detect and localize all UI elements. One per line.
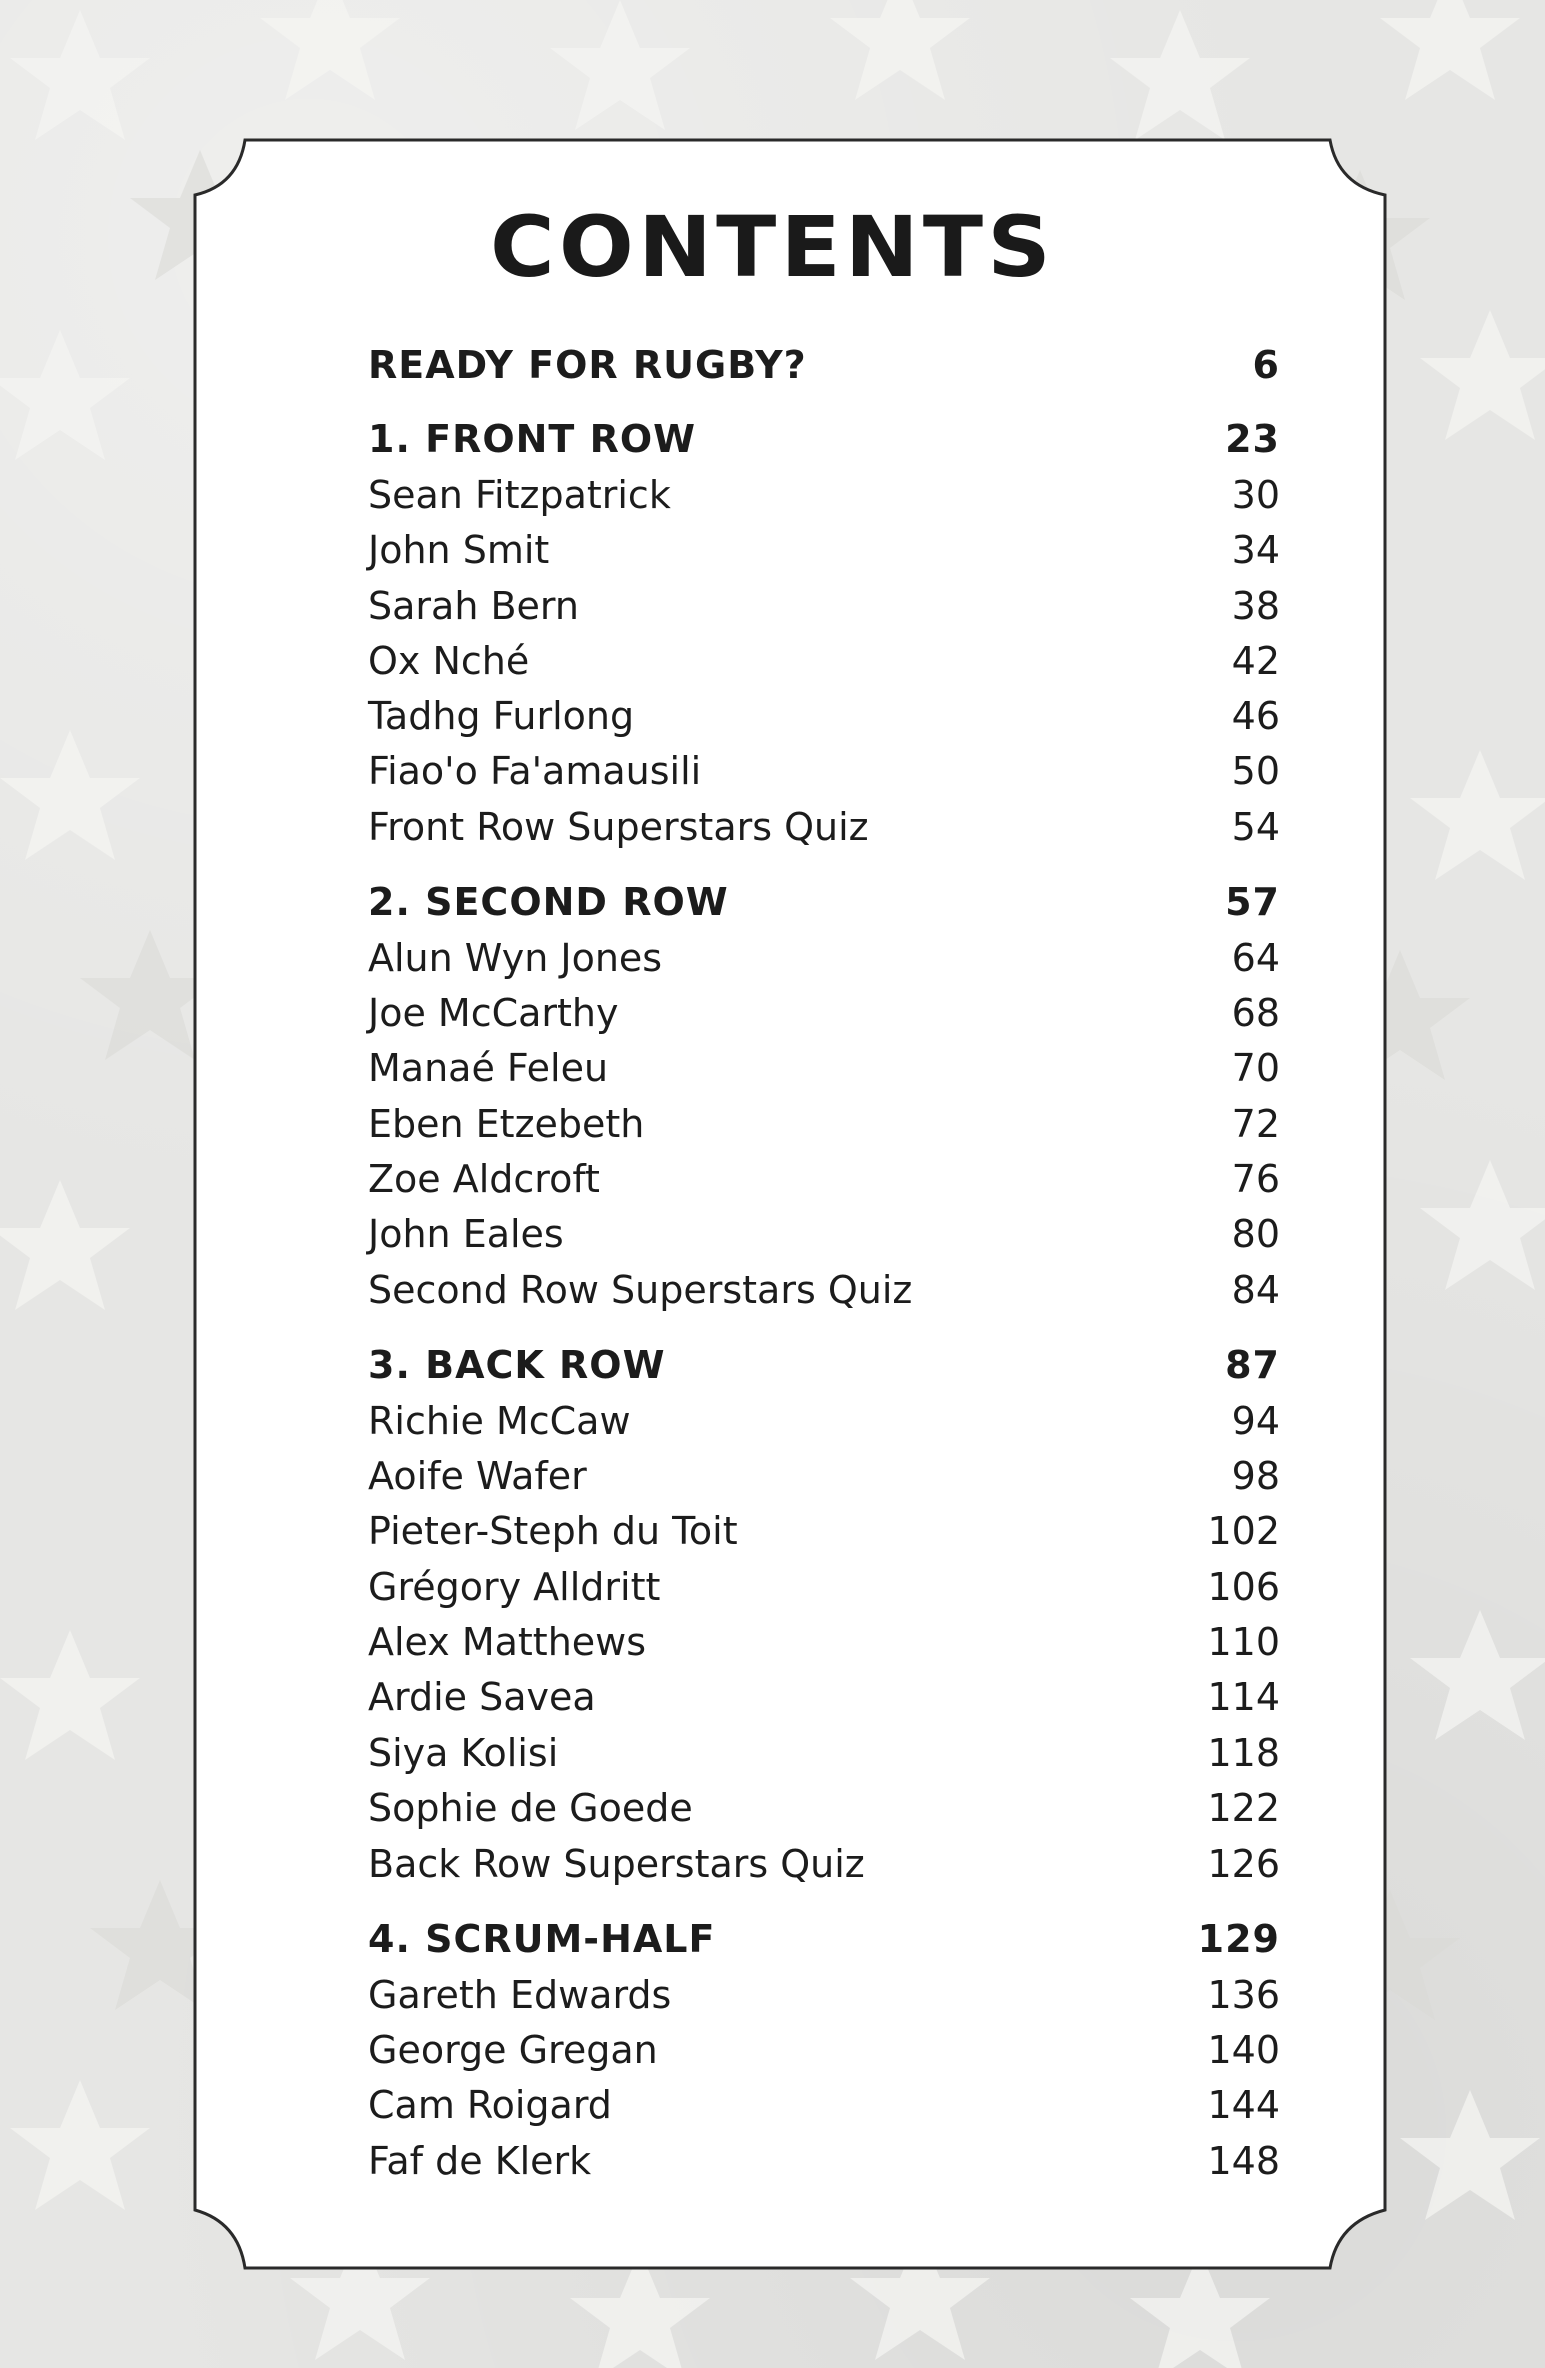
- entry-row: [368, 932, 1280, 984]
- entry-label: John Smit: [368, 528, 550, 572]
- entry-row: [368, 1098, 1280, 1150]
- entry-row: [368, 1264, 1280, 1316]
- entry-row: [368, 1969, 1280, 2021]
- entry-page: 118: [1207, 1731, 1280, 1775]
- entry-page: 106: [1207, 1565, 1280, 1609]
- entry-page: 110: [1207, 1620, 1280, 1664]
- entry-label: Grégory Alldritt: [368, 1565, 661, 1609]
- section-label: 1. FRONT ROW: [368, 417, 697, 461]
- entry-row: [368, 524, 1280, 576]
- entry-page: 102: [1207, 1509, 1280, 1553]
- intro-row: [368, 339, 1280, 391]
- entry-row: [368, 1671, 1280, 1723]
- entry-label: Joe McCarthy: [368, 991, 619, 1035]
- entry-row: [368, 1838, 1280, 1890]
- entry-label: Ardie Savea: [368, 1675, 596, 1719]
- entry-page: 38: [1231, 584, 1280, 628]
- entry-row: [368, 1782, 1280, 1834]
- entry-row: [368, 1042, 1280, 1094]
- entry-page: 114: [1207, 1675, 1280, 1719]
- entry-label: Eben Etzebeth: [368, 1102, 645, 1146]
- section-page: 129: [1197, 1917, 1280, 1961]
- entry-page: 144: [1207, 2083, 1280, 2127]
- section-page: 23: [1225, 417, 1280, 461]
- entry-page: 148: [1207, 2139, 1280, 2183]
- entry-label: Back Row Superstars Quiz: [368, 1842, 865, 1886]
- intro-page: 6: [1252, 343, 1280, 387]
- entry-label: Cam Roigard: [368, 2083, 612, 2127]
- entry-label: Zoe Aldcroft: [368, 1157, 600, 1201]
- entry-row: [368, 2135, 1280, 2187]
- section-heading: [368, 1339, 1280, 1391]
- entry-label: Sean Fitzpatrick: [368, 473, 671, 517]
- entry-page: 34: [1231, 528, 1280, 572]
- entry-page: 122: [1207, 1786, 1280, 1830]
- entry-row: [368, 801, 1280, 853]
- entry-page: 136: [1207, 1973, 1280, 2017]
- page-title: CONTENTS: [489, 198, 1056, 296]
- entry-row: [368, 1208, 1280, 1260]
- section-label: 3. BACK ROW: [368, 1343, 666, 1387]
- entry-row: [368, 745, 1280, 797]
- entry-label: Ox Nché: [368, 639, 530, 683]
- entry-row: [368, 635, 1280, 687]
- entry-page: 46: [1231, 694, 1280, 738]
- entry-label: John Eales: [368, 1212, 564, 1256]
- entry-page: 64: [1231, 936, 1280, 980]
- section-heading: [368, 876, 1280, 928]
- entry-row: [368, 1561, 1280, 1613]
- entry-page: 126: [1207, 1842, 1280, 1886]
- entry-label: Aoife Wafer: [368, 1454, 587, 1498]
- entry-label: Front Row Superstars Quiz: [368, 805, 869, 849]
- entry-page: 68: [1231, 991, 1280, 1035]
- entry-label: Siya Kolisi: [368, 1731, 559, 1775]
- section-page: 87: [1225, 1343, 1280, 1387]
- entry-row: [368, 1395, 1280, 1447]
- entry-label: Tadhg Furlong: [368, 694, 635, 738]
- entry-label: Sarah Bern: [368, 584, 579, 628]
- section-heading: [368, 413, 1280, 465]
- section-page: 57: [1225, 880, 1280, 924]
- entry-row: [368, 690, 1280, 742]
- entry-page: 30: [1231, 473, 1280, 517]
- intro-label: READY FOR RUGBY?: [368, 343, 807, 387]
- entry-row: [368, 1450, 1280, 1502]
- entry-page: 70: [1231, 1046, 1280, 1090]
- entry-label: George Gregan: [368, 2028, 658, 2072]
- entry-page: 76: [1231, 1157, 1280, 1201]
- section-label: 2. SECOND ROW: [368, 880, 729, 924]
- entry-label: Fiao'o Fa'amausili: [368, 749, 702, 793]
- entry-page: 84: [1231, 1268, 1280, 1312]
- section-heading: [368, 1913, 1280, 1965]
- entry-row: [368, 2024, 1280, 2076]
- entry-label: Sophie de Goede: [368, 1786, 693, 1830]
- entry-row: [368, 1505, 1280, 1557]
- entry-page: 42: [1231, 639, 1280, 683]
- entry-page: 98: [1231, 1454, 1280, 1498]
- entry-label: Richie McCaw: [368, 1399, 631, 1443]
- entry-label: Faf de Klerk: [368, 2139, 592, 2183]
- entry-row: [368, 1727, 1280, 1779]
- entry-label: Alex Matthews: [368, 1620, 647, 1664]
- entry-label: Alun Wyn Jones: [368, 936, 663, 980]
- entry-row: [368, 469, 1280, 521]
- entry-row: [368, 580, 1280, 632]
- entry-label: Second Row Superstars Quiz: [368, 1268, 913, 1312]
- entry-page: 94: [1231, 1399, 1280, 1443]
- entry-row: [368, 1153, 1280, 1205]
- section-label: 4. SCRUM-HALF: [368, 1917, 716, 1961]
- entry-page: 80: [1231, 1212, 1280, 1256]
- entry-label: Pieter-Steph du Toit: [368, 1509, 738, 1553]
- entry-row: [368, 2079, 1280, 2131]
- entry-row: [368, 987, 1280, 1039]
- entry-page: 140: [1207, 2028, 1280, 2072]
- entry-page: 72: [1231, 1102, 1280, 1146]
- entry-label: Gareth Edwards: [368, 1973, 672, 2017]
- entry-row: [368, 1616, 1280, 1668]
- entry-label: Manaé Feleu: [368, 1046, 609, 1090]
- entry-page: 54: [1231, 805, 1280, 849]
- entry-page: 50: [1231, 749, 1280, 793]
